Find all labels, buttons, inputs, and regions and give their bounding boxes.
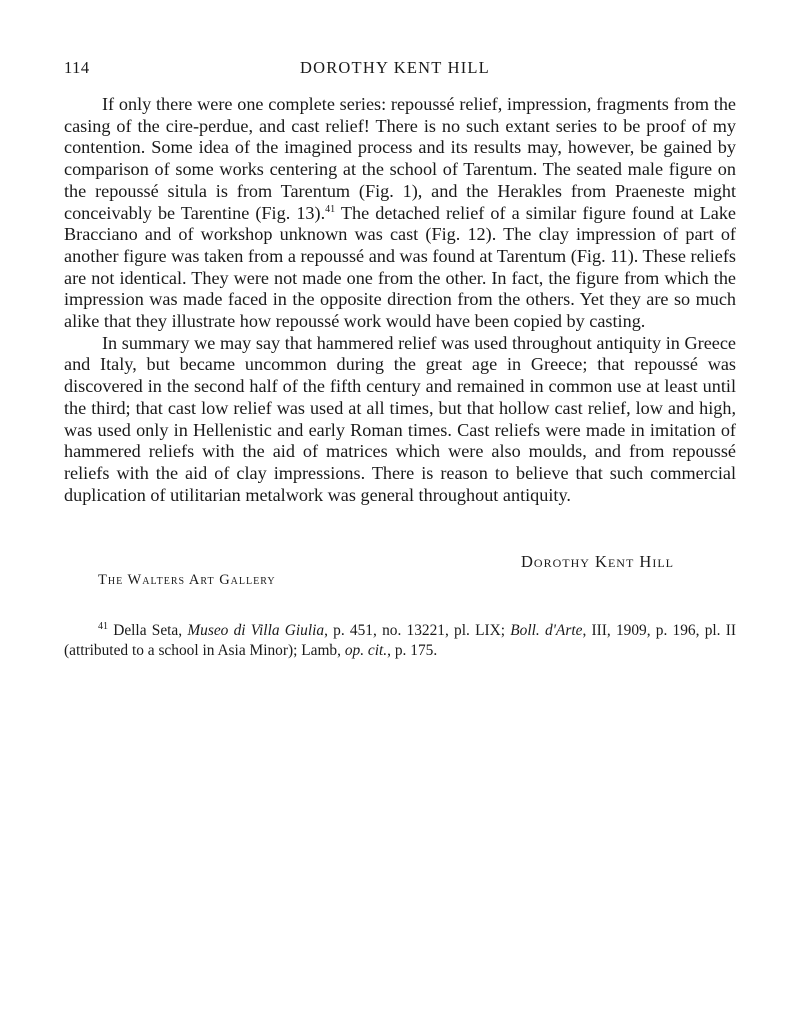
- footnote-text-4: , p. 175.: [387, 641, 438, 659]
- footnote-citation-title-2: Boll. d'Arte: [510, 622, 583, 639]
- footnote-reference: 41: [325, 203, 336, 215]
- footnote-number: 41: [98, 621, 108, 632]
- footnote-text-2: , p. 451, no. 13221, pl. LIX;: [324, 622, 511, 639]
- footnote: [64, 617, 736, 660]
- footnote-text-1: Della Seta,: [108, 622, 188, 639]
- paragraph-2: In summary we may say that hammered relief was used throughout antiquity in Greece and Italy, but became uncommon during the great age in Greece; that repoussé was discovered in the second half of the fifth century and remained in common use at least until the third; that cast low relief was used at all times, but that hollow cast relief, low and high, was used only in Hellenistic and early Roman times. Cast reliefs were made in imitation of hammered reliefs with the aid of matrices which were also moulds, and from repoussé reliefs with the aid of clay impressions. There is reason to believe that such commercial duplication of utilitarian metalwork was general throughout antiquity.: [64, 332, 736, 505]
- footnote-text-3: , III, 1909, p. 196, pl. II (attributed to a school in Asia Minor); Lamb,: [64, 622, 736, 659]
- footnote-citation-title-1: Museo di Villa Giulia: [187, 622, 325, 639]
- paragraph-1-text-a: If only there were one complete series: repoussé relief, impression, fragments from the casing of the cire-perdue, and cast relief! There is no such extant series to be proof of my contention. Some idea of the imagined process and its results may, however, be gained by comparison of some works centering at the school of Tarentum. The seated male figure on the repoussé situla is from Tarentum (Fig. 1), and the Herakles from Praeneste might conceivably be Tarentine (Fig. 13).: [64, 94, 736, 223]
- running-title: DOROTHY KENT HILL: [300, 58, 490, 77]
- paragraph-1: [64, 94, 736, 333]
- page-number: 114: [64, 58, 90, 77]
- running-head: [64, 58, 738, 80]
- author-affiliation: The Walters Art Gallery: [98, 572, 276, 588]
- author-signature: Dorothy Kent Hill: [521, 552, 674, 571]
- footnote-citation-title-3: op. cit.: [344, 641, 388, 659]
- paragraph-1-text-b: The detached relief of a similar figure found at Lake Bracciano and of workshop unknown was cast (Fig. 12). The clay impression of part of another figure was taken from a repoussé and was found at Tarentum (Fig. 11). These reliefs are not identical. They were not made one from the other. In fact, the figure from which the impression was made faced in the opposite direction from the others. Yet they are so much alike that they illustrate how repoussé work would have been copied by casting.: [64, 202, 736, 332]
- article-body: [64, 94, 736, 506]
